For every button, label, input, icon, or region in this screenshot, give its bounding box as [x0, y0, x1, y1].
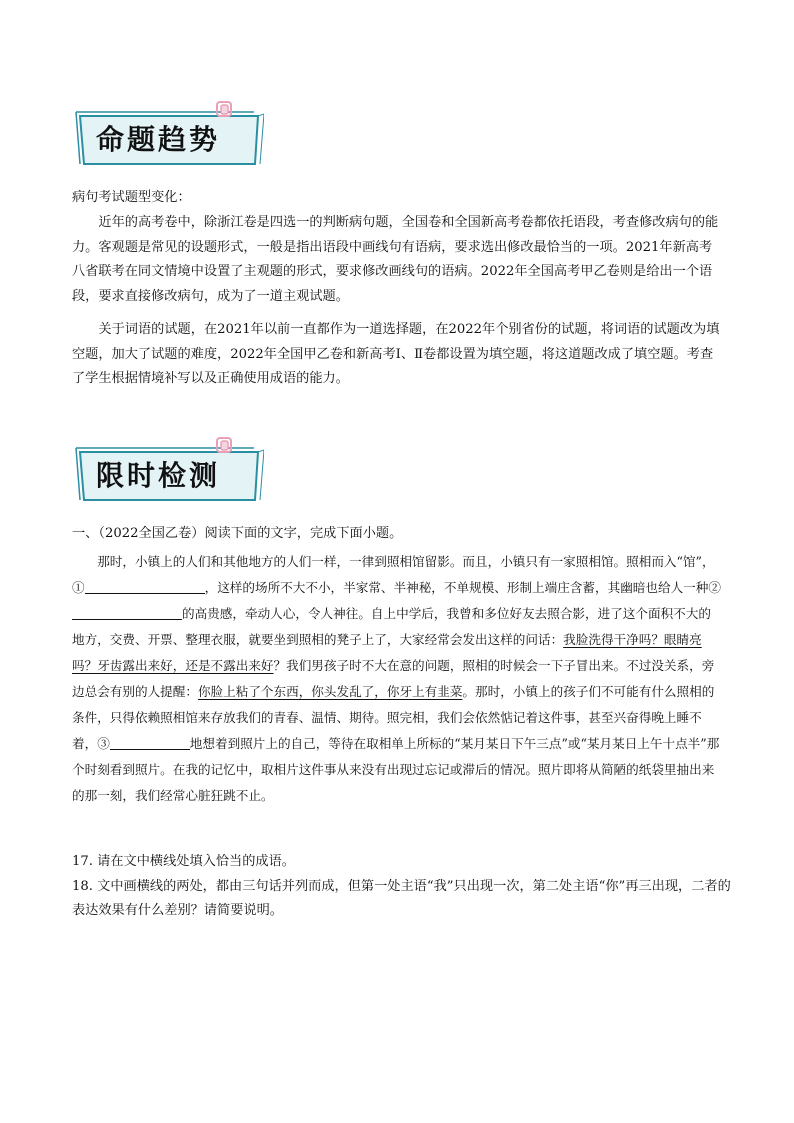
fill-blank-1[interactable] — [85, 579, 205, 594]
passage-text: ？我们男孩子时不大在意的问题，照相的时候会一下子冒出来。不过没关系，旁边总会有别的人提醒： — [72, 658, 715, 699]
trend-heading: 病句考试题型变化： — [72, 190, 191, 205]
blank-marker-1: ① — [72, 580, 85, 595]
blank-marker-2: ② — [708, 580, 721, 595]
paper-clip-icon — [214, 436, 236, 454]
passage-text: 的高贵感，牵动人心，令人神往。自上中学后，我曾和多位好友去照合影，进了这个面积不大的地方，交费、开票、整理衣服，就要坐到照相的凳子上了，大家经常会发出这样的问话： — [72, 606, 711, 647]
fill-blank-2[interactable] — [72, 605, 182, 620]
reading-passage — [72, 549, 722, 809]
passage-text: 。那时，小镇上的孩子们不可能有什么照相的条件，只得依赖照相馆来存放我们的青春、温情、期待。照完相，我们会依然惦记着这件事，甚至兴奋得晚上睡不着， — [72, 684, 715, 751]
passage-text: ，这样的场所不大不小，半家常、半神秘，不单规模、形制上端庄含蓄，其幽暗也给人一种 — [204, 580, 709, 595]
section-banner-test — [74, 444, 262, 502]
passage-text: 那时，小镇上的人们和其他地方的人们一样，一律到照相馆留影。而且，小镇只有一家照相馆。照相而入“馆”， — [97, 554, 715, 569]
underlined-sentence-2: 你脸上粘了个东西，你头发乱了，你牙上有韭菜 — [197, 684, 463, 699]
underlined-sentence-1: 我脸洗得干净吗？眼睛亮吗？牙齿露出来好，还是不露出来好 — [72, 632, 702, 673]
section-banner-trend — [74, 108, 262, 166]
blank-marker-3: ③ — [97, 736, 110, 751]
exercise-intro: 一、（2022全国乙卷）阅读下面的文字，完成下面小题。 — [72, 526, 403, 541]
question-17: 17. 请在文中横线处填入恰当的成语。 — [72, 854, 295, 869]
question-18: 18. 文中画横线的两处，都由三句话并列而成，但第一处主语“我”只出现一次，第二处主语“你”再三出现，二者的表达效果有什么差别？请简要说明。 — [72, 879, 731, 918]
section-title: 限时检测 — [96, 459, 221, 492]
section-title: 命题趋势 — [96, 123, 221, 156]
passage-text: 地想着到照片上的自己，等待在取相单上所标的“某月某日下午三点”或“某月某日上午十点半”那个时刻看到照片。在我的记忆中，取相片这件事从来没有出现过忘记或滞后的情况。照片即将从简陋的纸袋里抽出来的那一刻，我们经常心脏狂跳不止。 — [72, 736, 720, 803]
trend-paragraph-2: 关于词语的试题，在2021年以前一直都作为一道选择题，在2022年个别省份的试题，将词语的试题改为填空题，加大了试题的难度，2022年全国甲乙卷和新高考Ⅰ、Ⅱ卷都设置为填空题，将这道题改成了填空题。考查了学生根据情境补写以及正确使用成语的能力。 — [72, 322, 720, 386]
trend-paragraph-1: 近年的高考卷中，除浙江卷是四选一的判断病句题，全国卷和全国新高考卷都依托语段，考查修改病句的能力。客观题是常见的设题形式，一般是指出语段中画线句有语病，要求选出修改最恰当的一项。2021年新高考八省联考在同文情境中设置了主观题的形式，要求修改画线句的语病。2022年全国高考甲乙卷则是给出一个语段，要求直接修改病句，成为了一道主观试题。 — [72, 215, 719, 304]
paper-clip-icon — [214, 100, 236, 118]
fill-blank-3[interactable] — [110, 735, 190, 750]
